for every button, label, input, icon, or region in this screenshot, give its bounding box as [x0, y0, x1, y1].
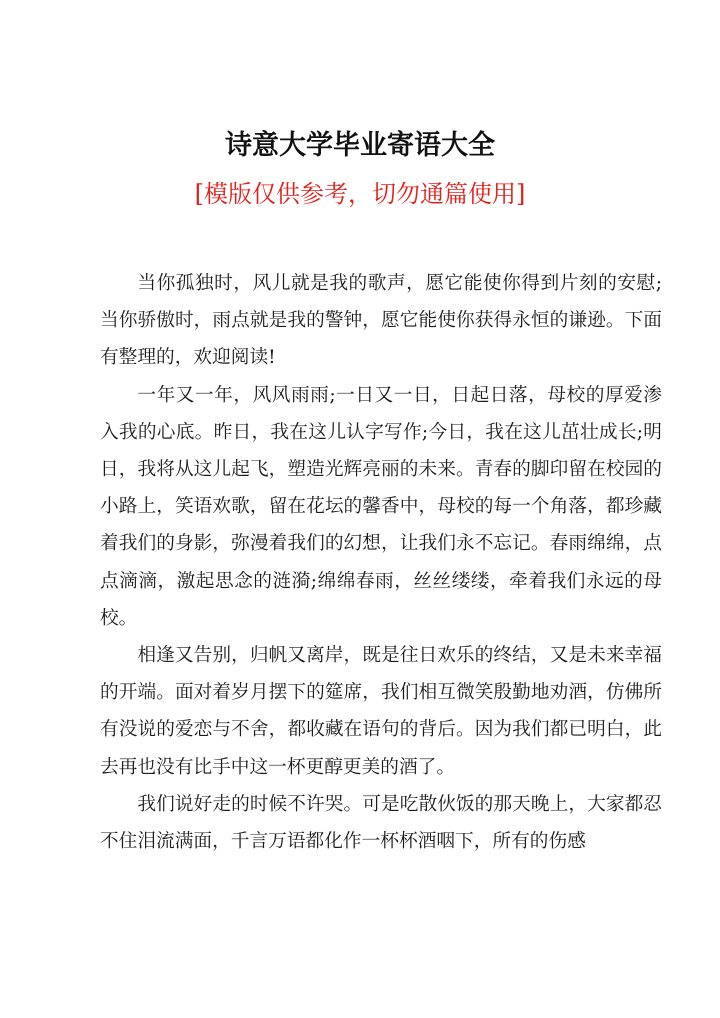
paragraph: 当你孤独时，风儿就是我的歌声，愿它能使你得到片刻的安慰;当你骄傲时，雨点就是我的警钟，愿它能使你获得永恒的谦逊。下面有整理的，欢迎阅读!	[100, 273, 662, 369]
document-title: 诗意大学毕业寄语大全	[225, 130, 495, 161]
paragraph: 一年又一年，风风雨雨;一日又一日，日起日落，母校的厚爱渗入我的心底。昨日，我在这儿认字写作;今日，我在这儿茁壮成长;明日，我将从这儿起飞，塑造光辉亮丽的未来。青春的脚印留在校园的小路上，笑语欢歌，留在花坛的馨香中，母校的每一个角落，都珍藏着我们的身影，弥漫着我们的幻想，让我们永不忘记。春雨绵绵，点点滴滴，激起思念的涟漪;绵绵春雨，丝丝缕缕，牵着我们永远的母校。	[100, 384, 662, 629]
paragraph: 相逢又告别，归帆又离岸，既是往日欢乐的终结，又是未来幸福的开端。面对着岁月摆下的筵席，我们相互微笑殷勤地劝酒，仿佛所有没说的爱恋与不舍，都收藏在语句的背后。因为我们都已明白，此去再也没有比手中这一杯更醇更美的酒了。	[100, 645, 662, 778]
document-body	[100, 265, 662, 860]
paragraph: 我们说好走的时候不许哭。可是吃散伙饭的那天晚上，大家都忍不住泪流满面，千言万语都化作一杯杯酒咽下，所有的伤感	[100, 793, 662, 853]
template-disclaimer: [模版仅供参考，切勿通篇使用]	[194, 180, 526, 208]
